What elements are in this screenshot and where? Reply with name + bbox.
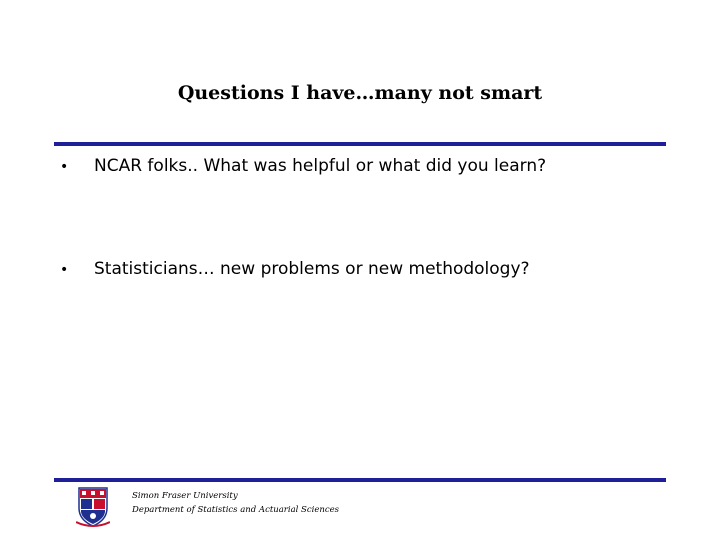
university-crest-icon (76, 486, 110, 528)
bullet-marker: • (60, 262, 69, 278)
bullet-item-2 (60, 259, 680, 279)
footer-department: Department of Statistics and Actuarial Sciences (132, 505, 340, 515)
bullet-marker: • (60, 159, 69, 175)
footer-university: Simon Fraser University (132, 491, 238, 501)
footer-text (132, 489, 339, 517)
bullet-text: Statisticians… new problems or new methodology? (94, 259, 530, 279)
bullet-item-1 (60, 156, 680, 176)
bottom-divider (54, 478, 666, 482)
top-divider (54, 142, 666, 146)
bullet-text: NCAR folks.. What was helpful or what did you learn? (94, 156, 547, 176)
slide-title: Questions I have…many not smart (177, 82, 543, 104)
